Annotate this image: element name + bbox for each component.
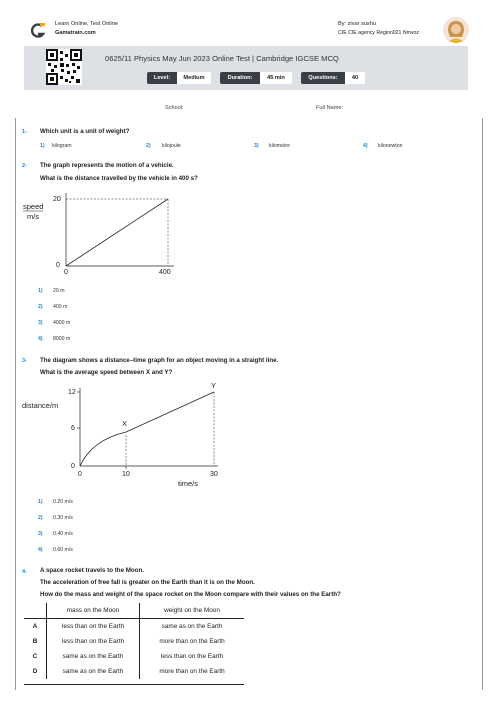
q3-options [38, 499, 158, 559]
question-text: The diagram shows a distance–time graph for an object moving in a straight line. [40, 357, 279, 364]
y-axis-label: speed [23, 202, 44, 211]
x-axis-label: time/s [178, 479, 199, 488]
table-cell: same as on the Earth [47, 664, 140, 679]
option-number: 1) [38, 288, 43, 294]
distance-curve [80, 392, 214, 466]
question-number: 2- [22, 163, 27, 169]
tagline: Learn Online, Test Online [55, 21, 119, 27]
level-value: Medium [177, 72, 211, 84]
q1-options [40, 143, 440, 151]
level-label: Level: [147, 72, 177, 84]
option-number: 2) [146, 143, 151, 149]
speed-time-graph [20, 188, 180, 278]
table-header-row [24, 603, 244, 619]
distance-time-graph [20, 380, 230, 492]
option-text[interactable]: kilometre [269, 143, 291, 149]
question-text: The acceleration of free fall is greater on the Earth than it is on the Moon. [40, 579, 255, 586]
table-cell: less than on the Earth [160, 653, 224, 660]
table-row [24, 649, 244, 664]
option-text[interactable]: kilojoule [162, 143, 181, 149]
option-number: 3) [38, 320, 43, 326]
option-text[interactable]: 0.60 m/s [53, 547, 73, 553]
option-text[interactable]: kilonewton [378, 143, 403, 149]
option-text[interactable]: 8000 m [53, 336, 71, 342]
question-text: What is the average speed between X and Y? [40, 369, 173, 376]
option-number: 4) [38, 547, 43, 553]
question-text: The graph represents the motion of a vehicle. [40, 162, 174, 169]
point-x-label: X [122, 419, 128, 428]
option-number: 3) [38, 531, 43, 537]
speed-line [66, 199, 168, 266]
comparison-table [24, 603, 244, 679]
fullname-field[interactable]: Full Name: [316, 105, 344, 111]
question-text: What is the distance travelled by the vehicle in 400 s? [40, 175, 198, 182]
option-number: 1) [38, 499, 43, 505]
table-cell: more than on the Earth [159, 668, 225, 675]
questions-pill [301, 72, 365, 84]
page-title: 0625/11 Physics May Jun 2023 Online Test | Cambridge IGCSE MCQ [105, 54, 339, 63]
x-tick-0: 0 [64, 269, 68, 276]
option-text[interactable]: kilogram [52, 143, 72, 149]
option-text[interactable]: 0.20 m/s [53, 499, 73, 505]
y-tick-20: 20 [53, 196, 61, 203]
option-number: 2) [38, 515, 43, 521]
school-field[interactable]: School: [165, 105, 184, 111]
duration-pill [220, 72, 292, 84]
question-number: 1- [22, 129, 27, 135]
table-row [24, 634, 244, 649]
row-letter: A [24, 619, 47, 635]
y-tick-12: 12 [68, 389, 76, 396]
y-axis-unit: m/s [27, 212, 40, 221]
row-letter: C [24, 649, 47, 664]
author-name: By: zivar sushu [338, 21, 376, 27]
table-row [24, 664, 244, 679]
row-letter: D [24, 664, 47, 679]
table-bottom-rule [24, 684, 244, 685]
site-link[interactable]: Gamatrain.com [55, 30, 96, 36]
table-cell: more than on the Earth [159, 638, 225, 645]
questions-label: Questions: [301, 72, 345, 84]
duration-value: 45 min [260, 72, 292, 84]
table-cell: less than on the Earth [47, 619, 140, 635]
question-number: 3- [22, 358, 27, 364]
point-y-label: Y [211, 381, 217, 390]
x-tick-30: 30 [210, 471, 218, 478]
page-right-rule [482, 118, 483, 690]
y-tick-0: 0 [71, 463, 75, 470]
table-cell: same as on the Earth [47, 649, 140, 664]
option-number: 2) [38, 304, 43, 310]
y-tick-0: 0 [56, 262, 60, 269]
option-text[interactable]: 0.30 m/s [53, 515, 73, 521]
table-header [24, 603, 47, 619]
x-tick-400: 400 [159, 269, 171, 276]
qr-code[interactable] [46, 49, 82, 85]
option-number: 4) [38, 336, 43, 342]
avatar [443, 17, 469, 43]
table-header: weight on the Moon [140, 603, 245, 619]
option-number: 4) [363, 143, 368, 149]
y-axis-label: distance/m [22, 401, 59, 410]
table-header: mass on the Moon [47, 603, 140, 619]
y-tick-6: 6 [71, 425, 75, 432]
logo-icon [29, 22, 47, 40]
table-cell: less than on the Earth [47, 634, 140, 649]
option-text[interactable]: 0.40 m/s [53, 531, 73, 537]
option-text[interactable]: 20 m [53, 288, 65, 294]
table-cell: same as on the Earth [161, 623, 223, 630]
option-text[interactable]: 4000 m [53, 320, 71, 326]
level-pill [147, 72, 211, 84]
table-row [24, 619, 244, 635]
row-letter: B [24, 634, 47, 649]
q2-options [38, 288, 158, 348]
option-number: 1) [40, 143, 45, 149]
duration-label: Duration: [220, 72, 260, 84]
gamatrain-logo[interactable] [29, 22, 47, 40]
option-number: 3) [254, 143, 259, 149]
x-tick-0: 0 [78, 471, 82, 478]
questions-value: 40 [345, 72, 365, 84]
x-tick-10: 10 [122, 471, 130, 478]
question-text: How do the mass and weight of the space rocket on the Moon compare with their values on the Earth? [40, 591, 341, 598]
question-text: Which unit is a unit of weight? [40, 128, 130, 135]
question-number: 4- [22, 569, 27, 575]
option-text[interactable]: 400 m [53, 304, 68, 310]
question-text: A space rocket travels to the Moon. [40, 567, 144, 574]
page-left-rule [15, 118, 16, 690]
author-agency: CIE CIE agency Region021 Nmvoz [338, 30, 420, 36]
